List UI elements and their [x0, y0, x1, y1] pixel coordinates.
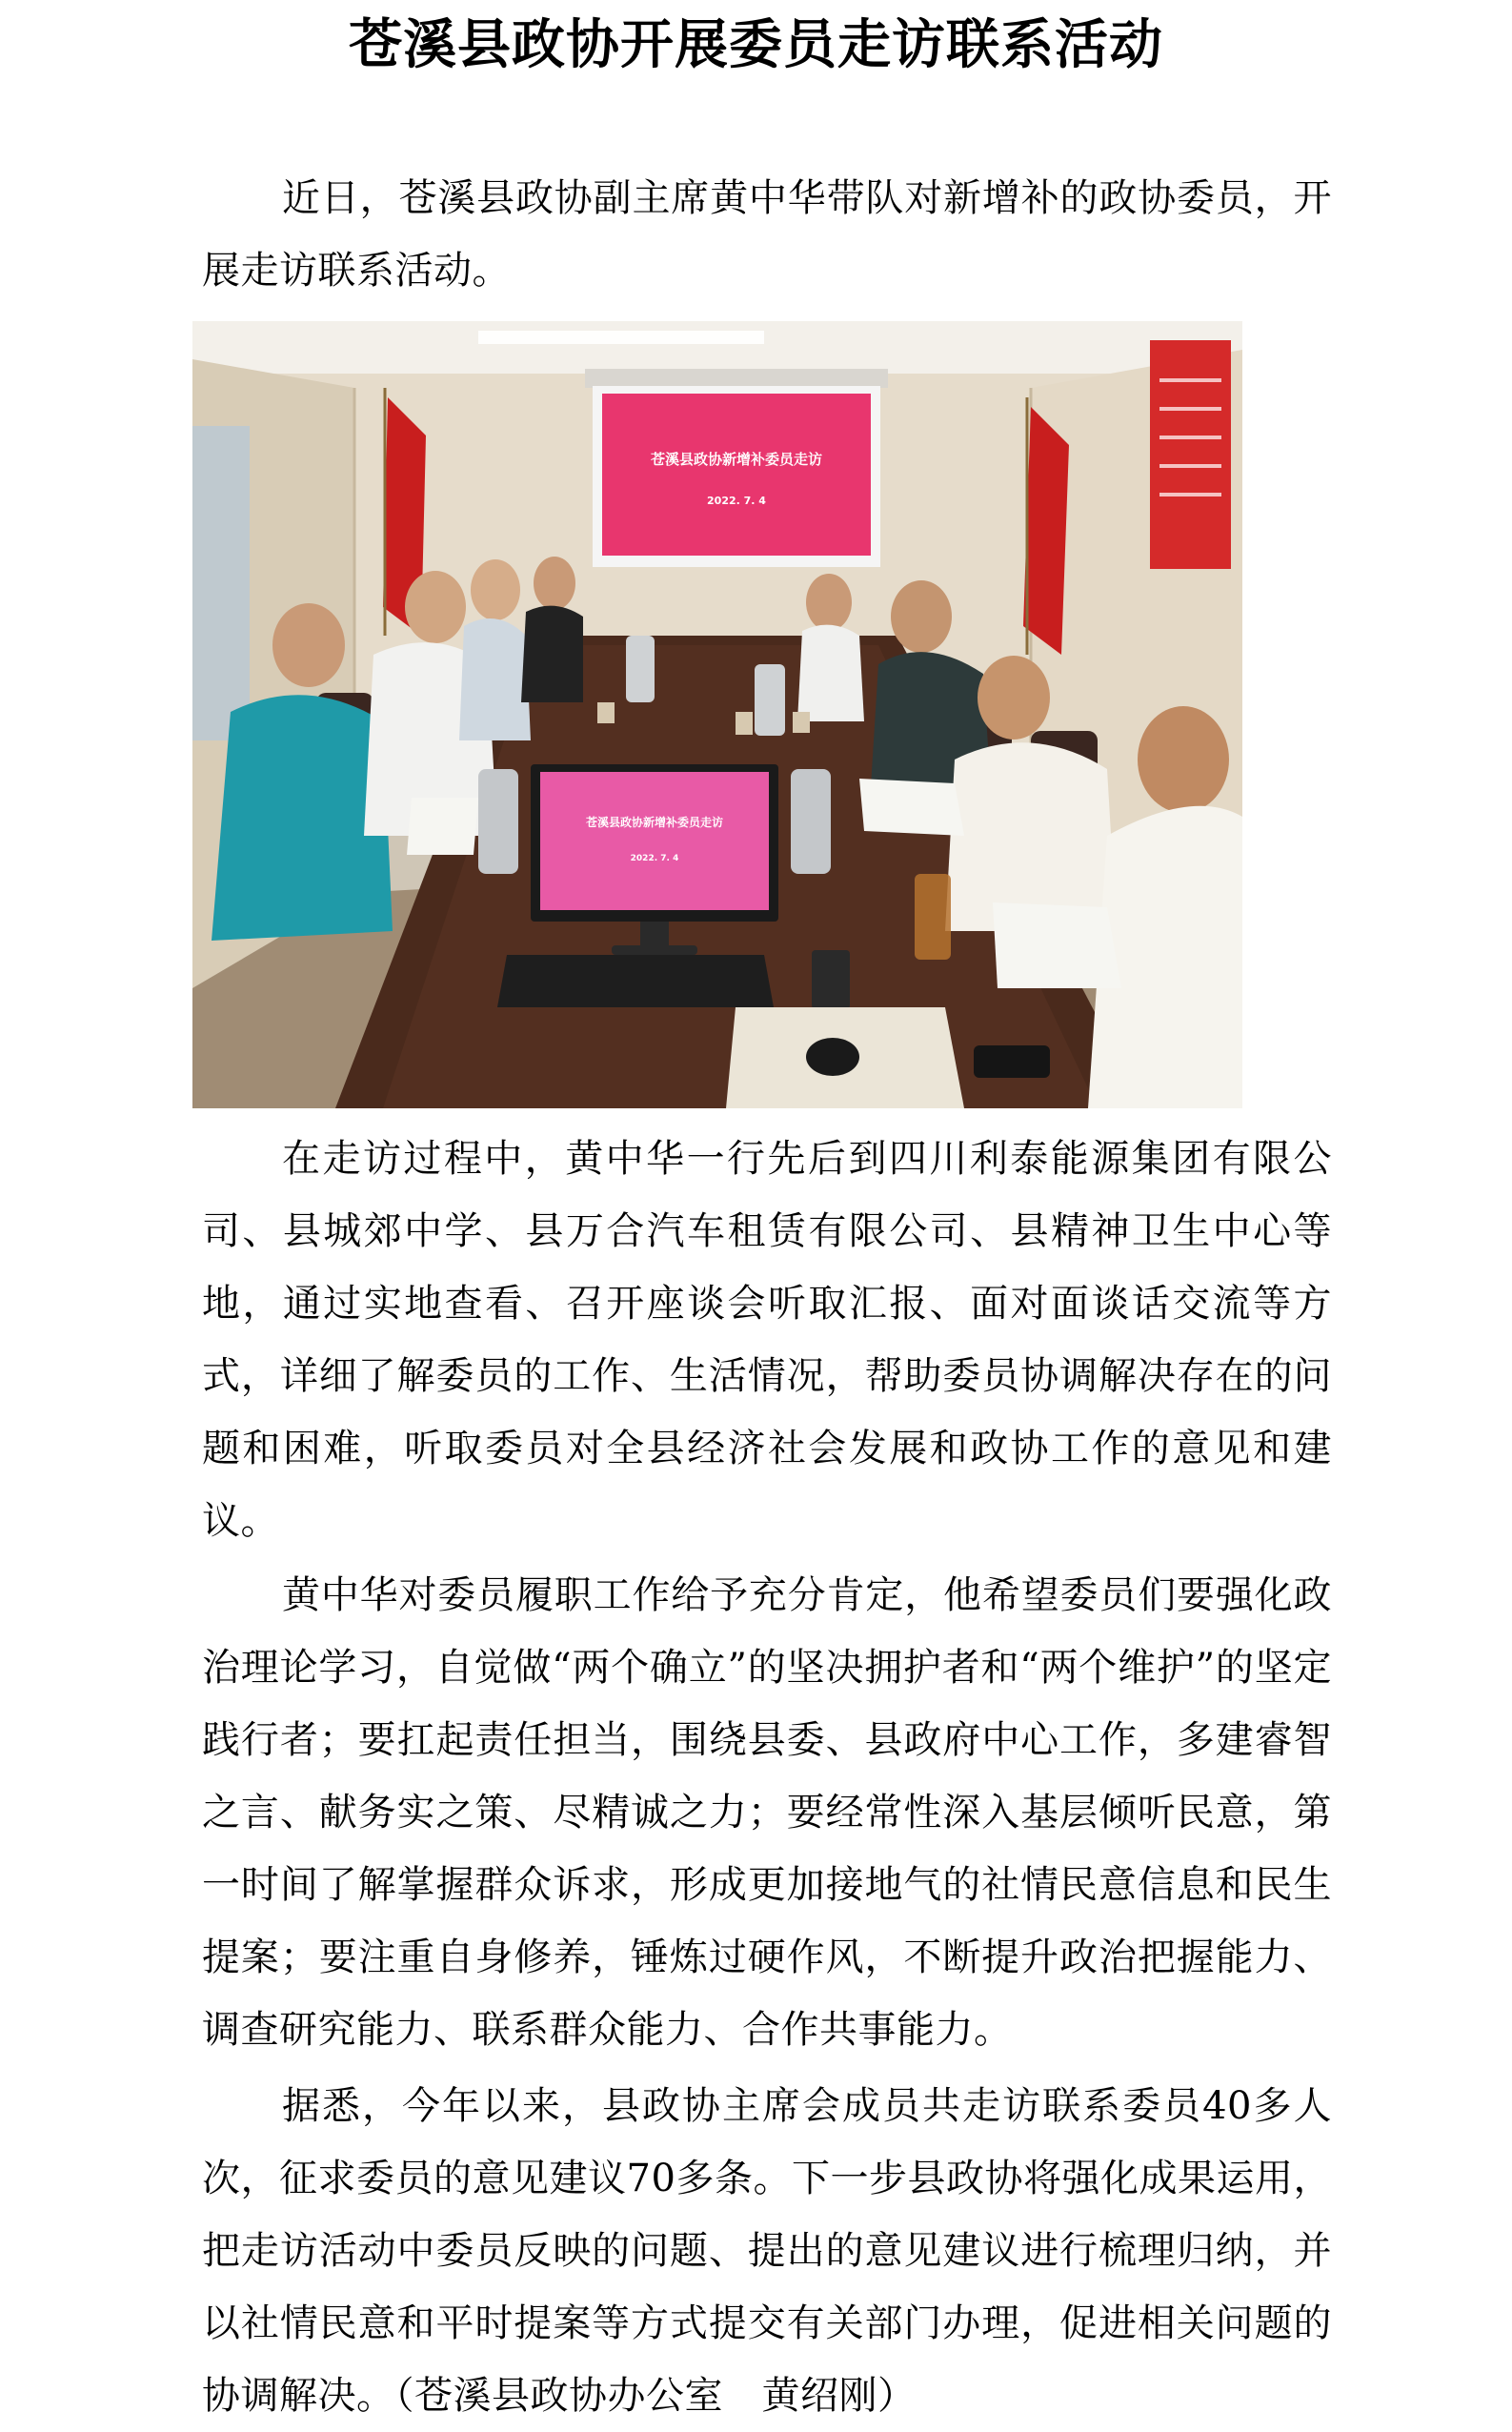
article-paragraph-3: 黄中华对委员履职工作给予充分肯定，他希望委员们要强化政治理论学习，自觉做“两个确立”的坚决拥护者和“两个维护”的坚定践行者；要扛起责任担当，围绕县委、县政府中心工作，多建睿智之言、献务实之策、尽精诚之力；要经常性深入基层倾听民意，第一时间了解掌握群众诉求，形成更加接地气的社情民意信息和民生提案；要注重自身修养，锤炼过硬作风，不断提升政治把握能力、调查研究能力、联系群众能力、合作共事能力。 [202, 1573, 1332, 2052]
thermos [626, 636, 655, 702]
person-head [891, 580, 952, 653]
person-head [405, 571, 466, 643]
keyboard [497, 955, 774, 1007]
window [192, 426, 250, 740]
screen-housing [585, 369, 888, 388]
article-paragraph-4: 据悉，今年以来，县政协主席会成员共走访联系委员40多人次，征求委员的意见建议70多条。下一步县政协将强化成果运用，把走访活动中委员反映的问题、提出的意见建议进行梳理归纳，并以社情民意和平时提案等方式提交有关部门办理，促进相关问题的协调解决。（苍溪县政协办公室 黄绍刚） [202, 2084, 1332, 2418]
article-paragraph-1: 近日，苍溪县政协副主席黄中华带队对新增补的政协委员，开展走访联系活动。 [202, 176, 1332, 293]
ceiling-light [478, 331, 764, 344]
person-black-shirt [521, 606, 583, 702]
screen-date: 2022. 7. 4 [707, 495, 766, 507]
red-flag-right [1023, 407, 1069, 655]
person-head [471, 559, 520, 620]
document [407, 798, 478, 855]
meeting-photo-illustration [192, 321, 1242, 1108]
person-blue-shirt [459, 618, 531, 740]
document [859, 779, 964, 836]
red-banner [1150, 340, 1231, 569]
monitor-screen [540, 772, 769, 910]
tea-cup [793, 712, 810, 733]
thermos [755, 664, 785, 736]
mouse [806, 1038, 859, 1076]
desk-phone [812, 950, 850, 1009]
tea-glass [915, 874, 951, 960]
screen-title: 苍溪县政协新增补委员走访 [650, 451, 823, 468]
meeting-photo [192, 321, 1242, 1108]
person-head [806, 574, 852, 631]
monitor-title: 苍溪县政协新增补委员走访 [585, 816, 724, 829]
person-head [978, 656, 1050, 740]
thermos [478, 769, 518, 874]
person-white-shirt [797, 625, 864, 721]
person-head [534, 557, 575, 610]
person-white-shirt [945, 742, 1117, 931]
person-head [1138, 706, 1229, 813]
tea-cup [736, 712, 753, 735]
projection-slide [602, 394, 871, 556]
monitor-date: 2022. 7. 4 [630, 854, 679, 863]
document [993, 902, 1121, 988]
tea-cup [597, 702, 615, 723]
article-paragraph-2: 在走访过程中，黄中华一行先后到四川利泰能源集团有限公司、县城郊中学、县万合汽车租赁有限公司、县精神卫生中心等地，通过实地查看、召开座谈会听取汇报、面对面谈话交流等方式，详细了解委员的工作、生活情况，帮助委员协调解决存在的问题和困难，听取委员对全县经济社会发展和政协工作的意见和建议。 [202, 1137, 1332, 1543]
thermos [791, 769, 831, 874]
article-title: 苍溪县政协开展委员走访联系活动 [349, 14, 1163, 76]
person-head [272, 603, 345, 687]
smartphone [974, 1045, 1050, 1078]
